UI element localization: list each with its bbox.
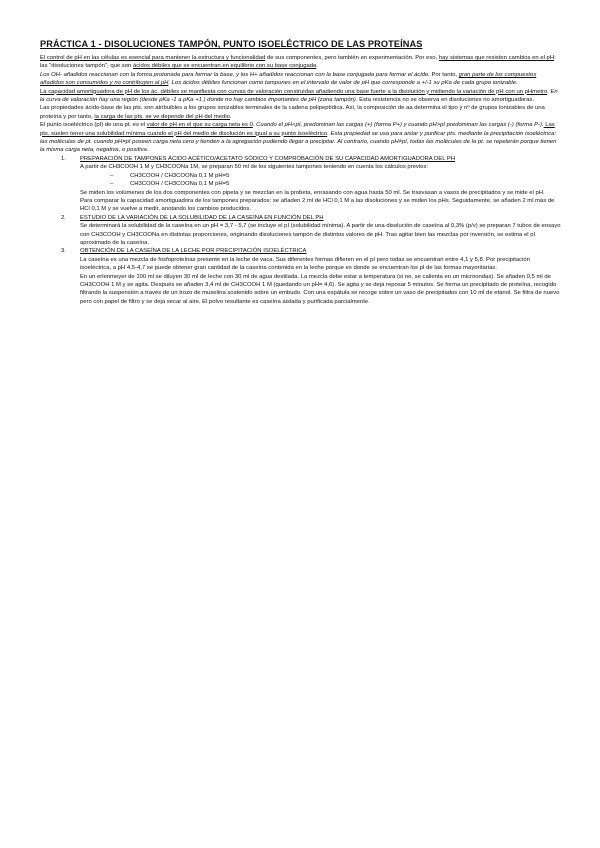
- intro-p1-underline-3: ácidos débiles que se encuentran en equilibrio con su base conjugada: [132, 63, 317, 70]
- section-1: [40, 155, 561, 214]
- page-title: PRÁCTICA 1 - DISOLUCIONES TAMPÓN, PUNTO ISOELÉCTRICO DE LAS PROTEÍNAS: [40, 39, 423, 49]
- intro-p5-underline-1: valor de pH en el que su carga neta es 0: [146, 122, 253, 129]
- section-2-heading: ESTUDIO DE LA VARIACIÓN DE LA SOLUBILIDAD DE LA CASEÍNA EN FUNCIÓN DEL PH: [80, 214, 324, 221]
- intro-paragraph-4: [40, 104, 561, 121]
- intro-p5-text-1: El punto isoeléctrico (pI) de una pt. es el: [40, 122, 147, 129]
- section-2: [40, 214, 561, 248]
- intro-paragraph-3: [40, 88, 561, 105]
- section-3-body-2: En un erlenmeyer de 100 ml se diluyen 30 ml de leche con 30 ml de agua destilada. La mezcla debe estar a temperatura (si no, se calienta en un microondas). Se añaden 0,5 ml de CH3COOH 1 M y se agita. Después se añaden 3,4 ml de CH3COOH 1 M (quedando un pH= 4,6). Se agita y se deja reposar 5 minutos. Se forma un precipitado de proteína, recogido filtrando la suspensión a través de un trozo de muselina sostenido sobre un embudo. Con una espátula se recoge sobre un vaso de precipitados con 10 ml de etanol. Se filtra de nuevo pero con papel de filtro y se deja secar al aire. El polvo resultante es caseína aislada y purificada parcialmente.: [80, 273, 560, 305]
- intro-p3-underline: La capacidad amortiguadora de pH de los ác. débiles se manifiesta con curvas de valoración construidas añadiendo una base fuerte a la disolución y midiendo la variación de pH con un pHmetro: [40, 88, 548, 95]
- intro-p5-underline-2: Las pts. suelen tener una solubilidad mínima cuando el pH del medio de disolución es igual a su punto isoeléctrico: [40, 122, 555, 137]
- intro-paragraph-1: [40, 54, 561, 71]
- intro-p5-italic-2: . Esta propiedad se usa para aislar y purificar pts. mediante la precipitación isoeléctrica: las moléculas de pt. cuando pH=pI poseen carga neta cero y tienden a la agregación pudiendo llegar a precipitar. Al contrario, cuando pH≠pI, todas las moléculas de la pt. se repelerán porque tienen la misma carga neta, negativa, o positiva.: [40, 130, 557, 154]
- intro-p1-text-3: : las "disoluciones tampón", que son: [40, 55, 556, 70]
- section-1-item-text: CH3COOH / CH3COONa 0,1 M pH=5: [130, 181, 230, 188]
- intro-p1-underline-1: El control de pH en las células es esencial para mantener la estructura y funcionalidad: [40, 55, 266, 61]
- intro-p2-underline: gran parte de los compuestos añadidos son consumidos y no contribuyen al pH: [40, 71, 537, 87]
- intro-p3-text: Esta resistencia no se observa en disoluciones no amortiguadoras.: [357, 97, 534, 104]
- intro-p2-italic-2: . Los ácidos débiles funcionan como tampones en el intervalo de valor de pH que corresponde a +/-1 su pKa de cada grupo ionizable.: [168, 80, 518, 87]
- dash-bullet: –: [110, 172, 114, 179]
- intro-paragraph-5: [40, 121, 561, 155]
- intro-p1-text-4: .: [316, 63, 318, 70]
- section-1-lead: A partir de CH3COOH 1 M y CH3COONa 1M, se preparan 50 ml de los siguientes tampones teniendo en cuenta los cálculos previos:: [80, 164, 429, 171]
- section-1-item-text: CH3COOH / CH3COONa 0,1 M pH=5: [130, 172, 230, 179]
- intro-paragraph-2: [40, 71, 561, 88]
- document-page: [40, 38, 561, 306]
- section-1-number: 1.: [61, 155, 66, 162]
- intro-p3-italic: . En la curva de valoración hay una región (desde pKa -1 a pKa +1 ) donde no hay cambios importantes de pH (zona tampón).: [40, 88, 558, 104]
- section-3: [40, 247, 561, 306]
- section-2-number: 2.: [61, 214, 66, 221]
- section-3-number: 3.: [61, 248, 66, 255]
- section-1-heading: PREPARACIÓN DE TAMPONES ÁCIDO ACÉTICO/ACETATO SÓDICO Y COMPROBACIÓN DE SU CAPACIDAD AMORTIGUADORA DEL PH: [80, 155, 456, 162]
- section-3-body-1: La caseína es una mezcla de fosfoproteínas presente en la leche de vaca. Sus diferentes formas difieren en el pI pero todas se encuentran entre 4,1 y 5,8. Por precipitación isoeléctrica, a pH 4,5-4,7 se puede obtener gran cantidad de la caseína contenida en la leche porque es donde se encuentran los pI de las formas mayoritarias.: [80, 256, 530, 272]
- section-1-list-item: [80, 180, 561, 188]
- intro-p1-text-2: de sus componentes, pero también en experimentación. Por eso,: [265, 55, 439, 61]
- intro-p2-italic: Los OH- añadidos reaccionan con la forma protonada para formar la base, y los H+ añadidos reaccionan con la base conjugada para formar el ácido.: [40, 71, 430, 78]
- intro-p2-text-2: Por tanto,: [429, 71, 459, 78]
- intro-p4-underline: la carga de las pts. se ve depende del pH del medio: [94, 113, 230, 120]
- section-1-body-2: Para comparar la capacidad amortiguadora de los tampones preparados: se añaden 2 ml de HCl 0,1 M a las disoluciones y se miden los pHs. Seguidamente, se añaden 2 ml más de HCl 0,1 M y se vuelve a medir, anotando los cambios producidos.: [80, 197, 555, 213]
- section-1-body-1: Se miden los volúmenes de los dos componentes con pipeta y se mezclan en la probeta, enrasando con agua hasta 50 ml. Se trasvasan a vasos de precipitados y se mide el pH.: [80, 189, 545, 196]
- section-1-list-item: [80, 172, 561, 180]
- dash-bullet: –: [110, 181, 114, 188]
- intro-p1-underline-2: hay sistemas que resisten cambios en el pH: [438, 55, 555, 61]
- intro-p4-end: .: [229, 113, 232, 120]
- section-2-body-1: Se determinará la solubilidad de la caseína en un pH = 3,7 - 5,7 (se incluye el pI (solubilidad mínima). A partir de una disolución de caseína al 0,3% (p/v) se preparan 7 tubos de ensayo con CH3COOH y CH3COONa en distintas proporciones, originando disoluciones tampón de distintos valores de pH. Tras agitar bien las mezclas por inversión, se estima el pI aproximado de la caseína.: [80, 223, 561, 246]
- section-3-heading: OBTENCIÓN DE LA CASEÍNA DE LA LECHE POR PRECIPITACIÓN ISOELÉCTRICA: [80, 248, 307, 255]
- intro-p4-text: Las propiedades ácido-base de las pts. son atribuibles a los grupos ionizables terminales de la cadena polipeptídica. Así, la composición de aa determina el tipo y nº de grupos ionizables de una proteína y por tanto,: [40, 105, 545, 120]
- intro-p5-italic-1: . Cuando el pH<pI, predominan las cargas (+) (forma P+) y cuando pH>pI predominan las cargas (-) (forma P-).: [252, 122, 544, 129]
